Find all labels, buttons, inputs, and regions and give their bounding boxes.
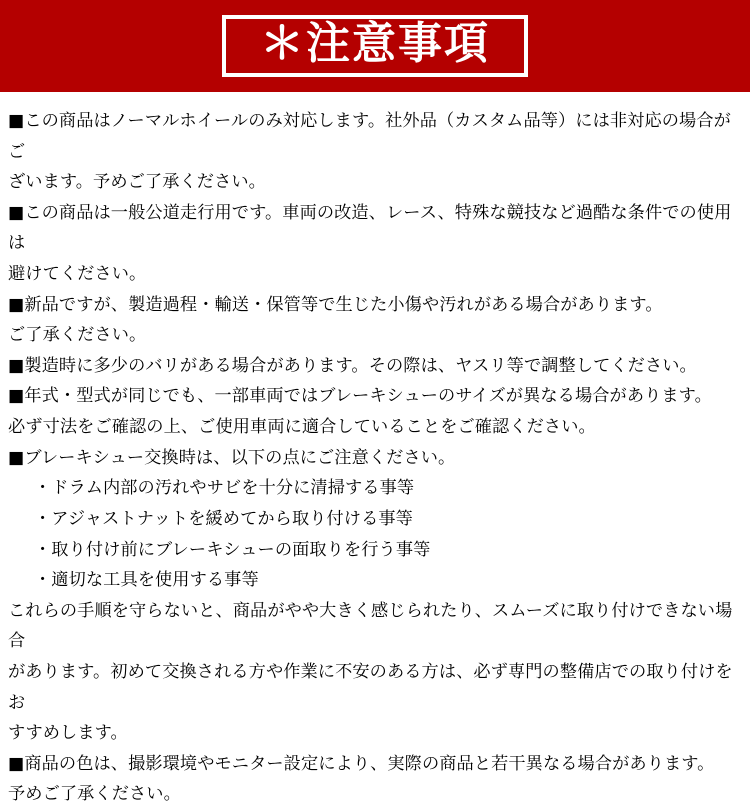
notice-line: ■この商品は一般公道走行用です。車両の改造、レース、特殊な競技など過酷な条件での使用は — [8, 202, 732, 254]
notice-sub-line: ・アジャストナットを緩めてから取り付ける事等 — [34, 508, 413, 529]
banner-frame — [222, 15, 528, 77]
notice-line: ■ブレーキシュー交換時は、以下の点にご注意ください。 — [8, 447, 456, 468]
notice-sub-line: ・ドラム内部の汚れやサビを十分に清掃する事等 — [34, 478, 415, 499]
notice-line: ざいます。予めご了承ください。 — [8, 172, 266, 193]
notice-line: すすめします。 — [8, 723, 128, 744]
notice-sub-line: ・適切な工具を使用する事等 — [34, 570, 259, 591]
notice-body — [0, 92, 750, 810]
banner-title: ＊注意事項 — [260, 17, 490, 69]
notice-line: があります。初めて交換される方や作業に不安のある方は、必ず専門の整備店での取り付けをお — [8, 661, 733, 713]
notice-banner — [0, 0, 750, 92]
notice-line: ご了承ください。 — [8, 325, 147, 346]
notice-sub-line: ・取り付け前にブレーキシューの面取りを行う事等 — [34, 539, 431, 560]
notice-line: 必ず寸法をご確認の上、ご使用車両に適合していることをご確認ください。 — [8, 417, 596, 438]
notice-line: ■新品ですが、製造過程・輸送・保管等で生じた小傷や汚れがある場合があります。 — [8, 294, 663, 315]
notice-line: ■この商品はノーマルホイールのみ対応します。社外品（カスタム品等）には非対応の場合がご — [8, 111, 731, 162]
notice-line: ■年式・型式が同じでも、一部車両ではブレーキシューのサイズが異なる場合があります。 — [8, 386, 712, 407]
notice-line: 予めご了承ください。 — [8, 784, 181, 805]
notice-line: これらの手順を守らないと、商品がやや大きく感じられたり、スムーズに取り付けできない場合 — [8, 600, 733, 652]
notice-line: ■製造時に多少のバリがある場合があります。その際は、ヤスリ等で調整してください。 — [8, 355, 697, 376]
notice-line: 避けてください。 — [8, 264, 147, 285]
notice-line: ■商品の色は、撮影環境やモニター設定により、実際の商品と若干異なる場合があります。 — [8, 753, 715, 774]
